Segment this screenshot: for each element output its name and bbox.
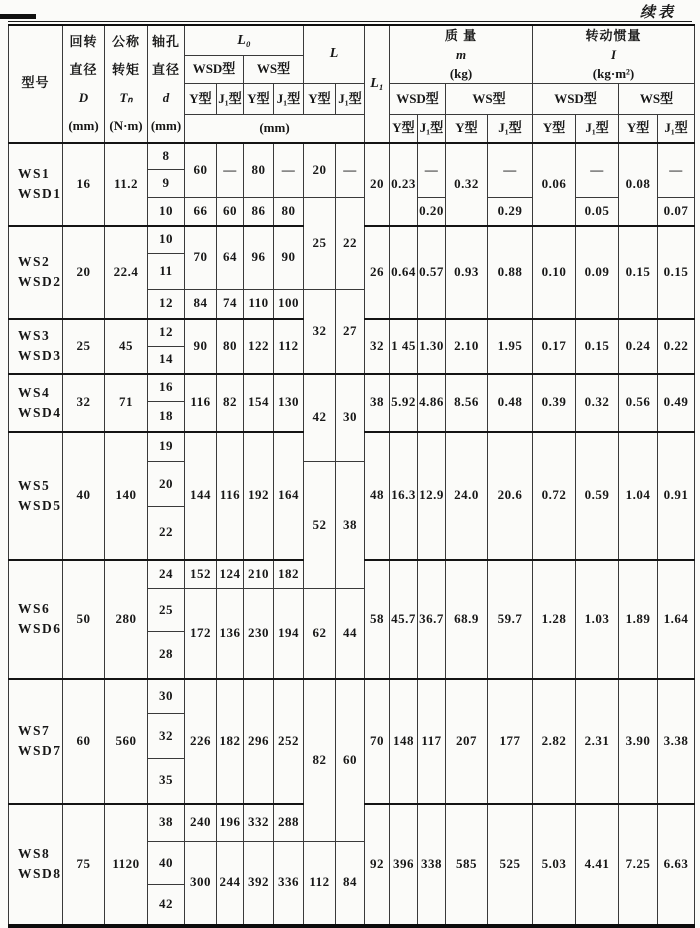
header-line: Tₙ [119, 89, 133, 105]
d-cell: 18 [148, 402, 185, 432]
d-cell: 14 [148, 347, 185, 374]
model-line: WS3 [18, 328, 51, 344]
Tn-cell: 140 [105, 432, 148, 560]
mass-cell: 1 45 [390, 319, 418, 374]
L0-cell: 60 [185, 143, 217, 198]
d-cell: 20 [148, 462, 185, 507]
header-line: 质 量 [444, 28, 478, 43]
d-cell: 40 [148, 842, 185, 885]
mass-cell: 20.6 [488, 432, 533, 560]
col-header-j1-type: J₁型 [336, 84, 365, 115]
mass-cell: 0.32 [446, 143, 488, 226]
header-line: d [162, 89, 170, 105]
L0-cell: 332 [244, 804, 274, 842]
header-line: 直径 [151, 61, 180, 77]
header-line: (mm) [150, 117, 182, 133]
inertia-cell: 1.89 [619, 560, 658, 679]
L0-cell: 122 [244, 319, 274, 374]
d-cell: 24 [148, 560, 185, 589]
header-line: (kg·m²) [592, 66, 635, 81]
L-cell: 62 [304, 589, 336, 679]
L0-cell: — [274, 143, 304, 198]
L0-cell: 116 [185, 374, 217, 432]
continued-table-label: 续表 [639, 5, 676, 21]
D-cell: 60 [63, 679, 105, 804]
inertia-cell: 0.15 [576, 319, 619, 374]
L0-cell: 182 [217, 679, 244, 804]
d-cell: 35 [148, 759, 185, 804]
mass-cell: 1.95 [488, 319, 533, 374]
L0-cell: 84 [185, 290, 217, 319]
L0-cell: 300 [185, 842, 217, 927]
Tn-cell: 22.4 [105, 226, 148, 319]
L1-cell: 38 [365, 374, 390, 432]
model-cell [9, 226, 63, 319]
model-line: WSD7 [18, 743, 62, 758]
inertia-cell: 1.28 [533, 560, 576, 679]
col-header-L0: L₀ [185, 25, 304, 56]
inertia-cell: 0.32 [576, 374, 619, 432]
L0-cell: 240 [185, 804, 217, 842]
model-cell [9, 804, 63, 927]
mass-cell: 36.7 [418, 560, 446, 679]
L0-cell: 64 [217, 226, 244, 290]
inertia-cell: 0.91 [658, 432, 695, 560]
mass-cell: 148 [390, 679, 418, 804]
L0-cell: 82 [217, 374, 244, 432]
inertia-cell: 1.64 [658, 560, 695, 679]
col-header-model: 型号 [9, 25, 63, 143]
model-line: WS6 [18, 601, 51, 617]
L0-cell: 124 [217, 560, 244, 589]
L0-cell: 80 [244, 143, 274, 198]
D-cell: 50 [63, 560, 105, 679]
inertia-cell: 6.63 [658, 804, 695, 927]
L1-cell: 26 [365, 226, 390, 319]
header-line: 直径 [69, 61, 98, 77]
inertia-cell: 0.15 [619, 226, 658, 319]
L0-cell: 80 [274, 198, 304, 226]
L0-cell: 230 [244, 589, 274, 679]
L0-cell: 192 [244, 432, 274, 560]
d-cell: 30 [148, 679, 185, 714]
L-cell: — [336, 143, 365, 198]
header-line: m [455, 47, 467, 62]
L0-cell: 172 [185, 589, 217, 679]
inertia-cell: 5.03 [533, 804, 576, 927]
L-cell: 42 [304, 374, 336, 462]
L1-cell: 48 [365, 432, 390, 560]
L0-cell: 154 [244, 374, 274, 432]
L0-cell: 196 [217, 804, 244, 842]
L0-cell: 74 [217, 290, 244, 319]
col-header-wsd-type: WSD型 [185, 56, 244, 84]
L0-cell: 90 [185, 319, 217, 374]
D-cell: 25 [63, 319, 105, 374]
inertia-cell: 3.38 [658, 679, 695, 804]
L-cell: 25 [304, 198, 336, 290]
mass-cell: — [418, 143, 446, 198]
model-line: WSD5 [18, 497, 62, 513]
L-cell: 30 [336, 374, 365, 462]
mass-cell: — [488, 143, 533, 198]
mass-cell: 2.10 [446, 319, 488, 374]
D-cell: 40 [63, 432, 105, 560]
col-header-ws-type: WS型 [619, 84, 695, 115]
header-line: D [78, 89, 89, 105]
L0-cell: 144 [185, 432, 217, 560]
L1-cell: 92 [365, 804, 390, 927]
inertia-cell: 0.05 [576, 198, 619, 226]
mass-cell: 68.9 [446, 560, 488, 679]
mass-cell: 0.64 [390, 226, 418, 319]
Tn-cell: 560 [105, 679, 148, 804]
mass-cell: 0.93 [446, 226, 488, 319]
L-cell: 20 [304, 143, 336, 198]
Tn-cell: 280 [105, 560, 148, 679]
L0-cell: 244 [217, 842, 244, 927]
inertia-cell: 0.15 [658, 226, 695, 319]
L-cell: 84 [336, 842, 365, 927]
L0-cell: 226 [185, 679, 217, 804]
L1-cell: 70 [365, 679, 390, 804]
mass-cell: 585 [446, 804, 488, 927]
col-header-bore-diameter [148, 25, 185, 143]
inertia-cell: 2.31 [576, 679, 619, 804]
inertia-cell: 0.22 [658, 319, 695, 374]
mass-cell: 338 [418, 804, 446, 927]
model-cell [9, 374, 63, 432]
d-cell: 32 [148, 714, 185, 759]
d-cell: 19 [148, 432, 185, 462]
mass-cell: 0.57 [418, 226, 446, 319]
inertia-cell: 0.17 [533, 319, 576, 374]
spec-table [8, 24, 695, 928]
model-line: WSD8 [18, 866, 62, 881]
model-cell [9, 143, 63, 226]
header-line: (kg) [449, 66, 473, 81]
inertia-cell: 0.10 [533, 226, 576, 319]
L0-cell: 110 [244, 290, 274, 319]
corner-mark [0, 14, 36, 19]
L0-cell: 100 [274, 290, 304, 319]
d-cell: 8 [148, 143, 185, 170]
header-line: 转矩 [111, 61, 140, 77]
D-cell: 20 [63, 226, 105, 319]
col-header-j1-type: J₁型 [418, 115, 446, 143]
header-line: 轴孔 [151, 33, 180, 49]
L0-cell: 70 [185, 226, 217, 290]
Tn-cell: 1120 [105, 804, 148, 927]
col-header-y-type: Y型 [304, 84, 336, 115]
d-cell: 9 [148, 170, 185, 198]
model-cell [9, 432, 63, 560]
col-header-wsd-type: WSD型 [533, 84, 619, 115]
mass-cell: 4.86 [418, 374, 446, 432]
mass-cell: 16.3 [390, 432, 418, 560]
L0-cell: 152 [185, 560, 217, 589]
col-header-y-type: Y型 [619, 115, 658, 143]
mass-cell: 117 [418, 679, 446, 804]
mass-cell: 0.23 [390, 143, 418, 226]
d-cell: 12 [148, 290, 185, 319]
L0-cell: 80 [217, 319, 244, 374]
D-cell: 75 [63, 804, 105, 927]
L-cell: 44 [336, 589, 365, 679]
L-cell: 32 [304, 290, 336, 374]
model-cell [9, 319, 63, 374]
col-header-j1-type: J₁型 [488, 115, 533, 143]
model-line: WS5 [18, 477, 51, 493]
model-line: WS2 [18, 254, 51, 270]
L-cell: 82 [304, 679, 336, 842]
inertia-cell: 0.08 [619, 143, 658, 226]
model-line: WS1 [18, 166, 51, 182]
inertia-cell: 1.03 [576, 560, 619, 679]
L0-cell: 130 [274, 374, 304, 432]
inertia-cell: 2.82 [533, 679, 576, 804]
model-line: WS7 [18, 723, 51, 739]
L0-cell: 392 [244, 842, 274, 927]
d-cell: 25 [148, 589, 185, 632]
inertia-cell: 0.07 [658, 198, 695, 226]
d-cell: 10 [148, 226, 185, 254]
mass-cell: 0.48 [488, 374, 533, 432]
L0-cell: 210 [244, 560, 274, 589]
col-header-j1-type: J₁型 [658, 115, 695, 143]
col-header-rotation-diameter [63, 25, 105, 143]
L0-cell: 86 [244, 198, 274, 226]
col-header-inertia [533, 25, 695, 84]
mass-cell: 177 [488, 679, 533, 804]
inertia-cell: 0.49 [658, 374, 695, 432]
L-cell: 112 [304, 842, 336, 927]
col-header-L: L [304, 25, 365, 84]
inertia-cell: 0.72 [533, 432, 576, 560]
inertia-cell: 0.09 [576, 226, 619, 319]
top-rule [8, 21, 692, 22]
L0-cell: 136 [217, 589, 244, 679]
inertia-cell: 3.90 [619, 679, 658, 804]
mass-cell: 396 [390, 804, 418, 927]
mass-cell: 0.20 [418, 198, 446, 226]
mass-cell: 1.30 [418, 319, 446, 374]
L0-cell: 252 [274, 679, 304, 804]
L0-cell: 288 [274, 804, 304, 842]
col-header-mm-unit: (mm) [185, 115, 365, 143]
col-header-L1: L₁ [365, 25, 390, 143]
L0-cell: 182 [274, 560, 304, 589]
model-cell [9, 560, 63, 679]
inertia-cell: 0.06 [533, 143, 576, 226]
inertia-cell: 0.59 [576, 432, 619, 560]
L-cell: 52 [304, 462, 336, 589]
d-cell: 11 [148, 254, 185, 290]
mass-cell: 0.29 [488, 198, 533, 226]
inertia-cell: 7.25 [619, 804, 658, 927]
col-header-y-type: Y型 [533, 115, 576, 143]
L0-cell: 164 [274, 432, 304, 560]
L0-cell: 336 [274, 842, 304, 927]
L1-cell: 32 [365, 319, 390, 374]
inertia-cell: 1.04 [619, 432, 658, 560]
mass-cell: 59.7 [488, 560, 533, 679]
col-header-y-type: Y型 [390, 115, 418, 143]
mass-cell: 12.9 [418, 432, 446, 560]
inertia-cell: — [658, 143, 695, 198]
mass-cell: 207 [446, 679, 488, 804]
header-line: I [610, 47, 617, 62]
model-cell [9, 679, 63, 804]
inertia-cell: 0.24 [619, 319, 658, 374]
header-line: 回转 [69, 33, 98, 49]
L0-cell: 296 [244, 679, 274, 804]
d-cell: 12 [148, 319, 185, 347]
table-wrapper [8, 21, 692, 928]
L0-cell: 96 [244, 226, 274, 290]
d-cell: 28 [148, 632, 185, 679]
col-header-wsd-type: WSD型 [390, 84, 446, 115]
mass-cell: 525 [488, 804, 533, 927]
Tn-cell: 45 [105, 319, 148, 374]
col-header-j1-type: J₁型 [274, 84, 304, 115]
L0-cell: 66 [185, 198, 217, 226]
Tn-cell: 71 [105, 374, 148, 432]
mass-cell: 8.56 [446, 374, 488, 432]
d-cell: 10 [148, 198, 185, 226]
L-cell: 60 [336, 679, 365, 842]
col-header-ws-type: WS型 [446, 84, 533, 115]
d-cell: 16 [148, 374, 185, 402]
d-cell: 42 [148, 885, 185, 927]
d-cell: 38 [148, 804, 185, 842]
D-cell: 16 [63, 143, 105, 226]
col-header-y-type: Y型 [185, 84, 217, 115]
header-line: 公称 [111, 33, 140, 49]
L0-cell: 194 [274, 589, 304, 679]
model-line: WSD2 [18, 274, 62, 289]
mass-cell: 5.92 [390, 374, 418, 432]
L1-cell: 58 [365, 560, 390, 679]
header-line: 转动惯量 [585, 28, 642, 43]
header-line: (N·m) [109, 117, 143, 133]
L-cell: 38 [336, 462, 365, 589]
L1-cell: 20 [365, 143, 390, 226]
L0-cell: 116 [217, 432, 244, 560]
col-header-mass [390, 25, 533, 84]
header-line: (mm) [68, 117, 99, 133]
inertia-cell: 4.41 [576, 804, 619, 927]
inertia-cell: — [576, 143, 619, 198]
mass-cell: 0.88 [488, 226, 533, 319]
mass-cell: 45.7 [390, 560, 418, 679]
col-header-ws-type: WS型 [244, 56, 304, 84]
model-line: WSD4 [18, 404, 62, 420]
model-line: WSD1 [18, 186, 62, 201]
model-line: WSD6 [18, 621, 62, 636]
inertia-cell: 0.56 [619, 374, 658, 432]
col-header-torque [105, 25, 148, 143]
model-line: WS8 [18, 846, 51, 862]
L0-cell: 60 [217, 198, 244, 226]
col-header-y-type: Y型 [244, 84, 274, 115]
L0-cell: 112 [274, 319, 304, 374]
col-header-j1-type: J₁型 [217, 84, 244, 115]
mass-cell: 24.0 [446, 432, 488, 560]
L0-cell: — [217, 143, 244, 198]
col-header-y-type: Y型 [446, 115, 488, 143]
L-cell: 27 [336, 290, 365, 374]
d-cell: 22 [148, 507, 185, 560]
model-line: WS4 [18, 384, 51, 400]
model-line: WSD3 [18, 348, 62, 363]
L0-cell: 90 [274, 226, 304, 290]
inertia-cell: 0.39 [533, 374, 576, 432]
Tn-cell: 11.2 [105, 143, 148, 226]
D-cell: 32 [63, 374, 105, 432]
L-cell: 22 [336, 198, 365, 290]
col-header-j1-type: J₁型 [576, 115, 619, 143]
